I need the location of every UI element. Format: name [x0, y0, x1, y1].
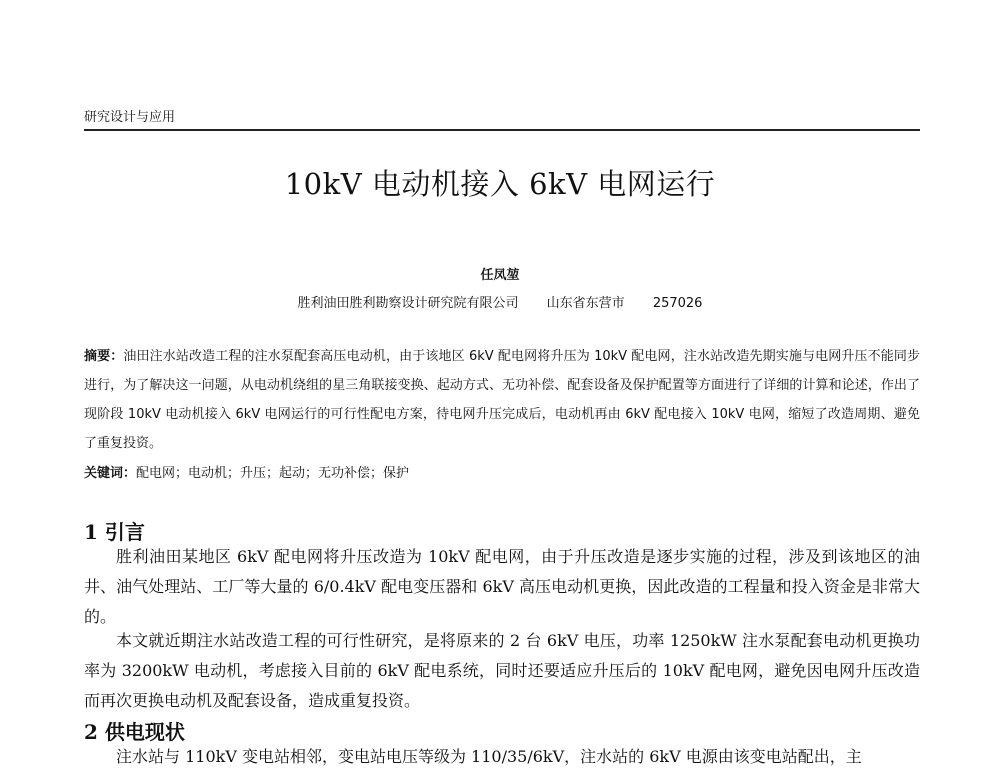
article-author: 任凤堃	[480, 268, 520, 283]
affiliation-postcode: 257026	[652, 296, 703, 311]
section-heading-intro: 1 引言	[84, 520, 145, 544]
section-heading-power-supply: 2 供电现状	[84, 720, 185, 744]
affiliation-org: 胜利油田胜利勘察设计研究院有限公司	[297, 296, 519, 311]
abstract-text: 油田注水站改造工程的注水泵配套高压电动机，由于该地区 6kV 配电网将升压为 10kV 配电网，注水站改造先期实施与电网升压不能同步进行，为了解决这一问题，从电动机绕组的星三角联接变换、起动方式、无功补偿、配套设备及保护配置等方面进行了详细的计算和论述，作出了现阶段 10kV 电动机接入 6kV 电网运行的可行性配电方案，待电网升压完成后，电动机再由 6kV 配电接入 10kV 电网，缩短了改造周期、避免了重复投资。	[84, 349, 920, 451]
article-title: 10kV 电动机接入 6kV 电网运行	[284, 167, 716, 201]
abstract-label: 摘要：	[84, 349, 124, 364]
intro-paragraph-1: 胜利油田某地区 6kV 配电网将升压改造为 10kV 配电网，由于升压改造是逐步实施的过程，涉及到该地区的油井、油气处理站、工厂等大量的 6/0.4kV 配电变压器和 6kV 高压电动机更换，因此改造的工程量和投入资金是非常大的。	[84, 547, 920, 626]
journal-section-label: 研究设计与应用	[84, 110, 176, 125]
affiliation-location: 山东省东营市	[546, 296, 625, 311]
keywords-label: 关键词：	[84, 466, 137, 481]
abstract	[84, 342, 920, 458]
intro-paragraph-2: 本文就近期注水站改造工程的可行性研究，是将原来的 2 台 6kV 电压，功率 1250kW 注水泵配套电动机更换功率为 3200kW 电动机，考虑接入目前的 6kV 配电系统，同时还要适应升压后的 10kV 配电网，避免因电网升压改造而再次更换电动机及配套设备，造成重复投资。	[84, 631, 920, 710]
journal-section-header	[84, 106, 920, 131]
keywords-text: 配电网；电动机；升压；起动；无功补偿；保护	[136, 466, 410, 481]
keywords	[84, 459, 920, 488]
author-affiliation	[0, 292, 1000, 311]
power-supply-paragraph-1: 注水站与 110kV 变电站相邻，变电站电压等级为 110/35/6kV，注水站的 6kV 电源由该变电站配出，主	[116, 747, 862, 766]
